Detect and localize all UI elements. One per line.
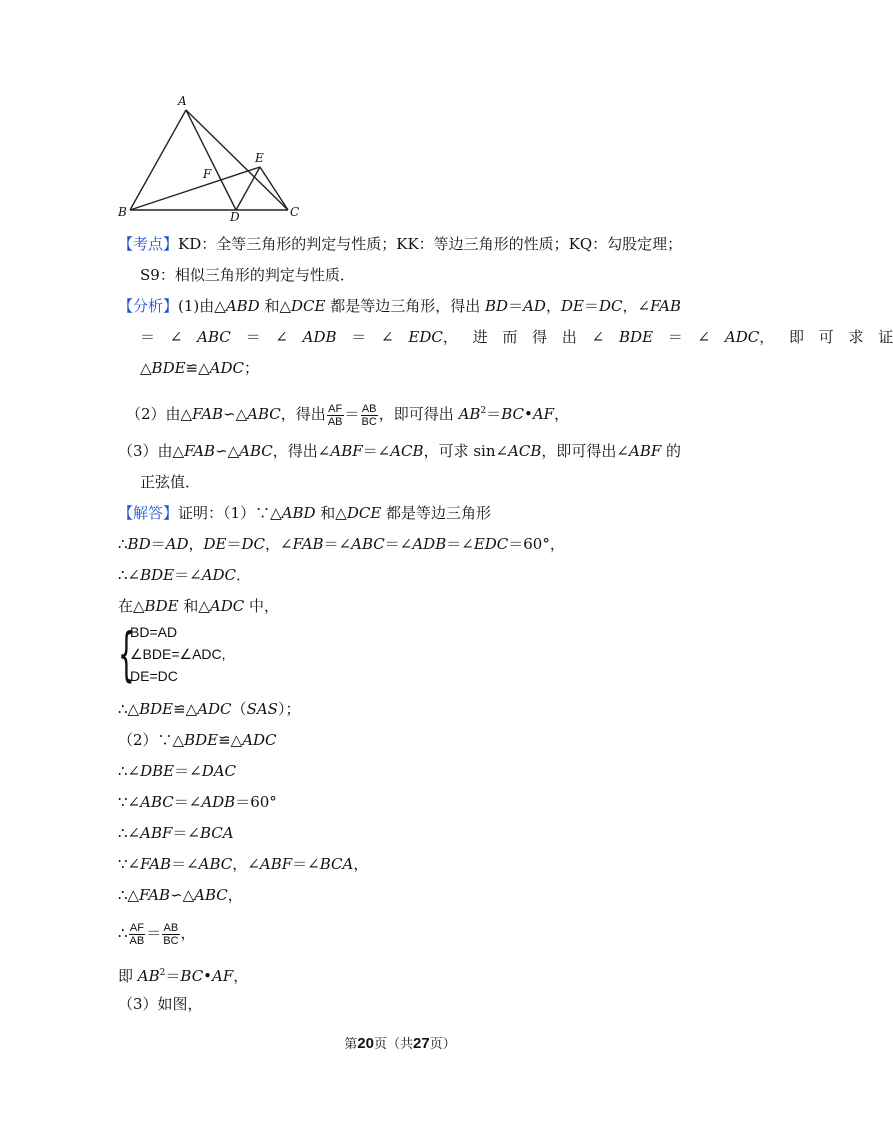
fenxi-line-1: 【分析】(1)由△ABD 和△DCE 都是等边三角形，得出 BD＝AD，DE＝DC，∠FAB (118, 297, 682, 315)
segment-be (130, 167, 260, 210)
proof-line-3: ∴∠BDE＝∠ADC． (118, 566, 252, 584)
proof-line-12: ∴ $\frac{AF}{AB}$ ＝ $\frac{AB}{BC}$ ， (118, 921, 196, 947)
kaodian-tag: 【考点】 (118, 235, 179, 253)
kaodian-text-1: KD：全等三角形的判定与性质；KK：等边三角形的性质；KQ：勾股定理； (178, 235, 683, 253)
proof-line-4: 在△BDE 和△ADC 中， (118, 597, 279, 615)
kaodian-text-2: S9：相似三角形的判定与性质． (140, 266, 355, 284)
proof-line-11: ∴△FAB∽△ABC， (118, 886, 243, 904)
proof-line-7: ∴∠DBE＝∠DAC (118, 762, 237, 780)
fenxi-line-5: （3）由△FAB∽△ABC，得出∠ABF＝∠ACB，可求 sin∠ACB，即可得出∠ABF 的 (118, 442, 682, 460)
fenxi-tag: 【分析】 (118, 297, 179, 315)
label-f: F (203, 167, 212, 181)
label-b: B (118, 205, 127, 219)
jieda-tag: 【解答】 (118, 504, 179, 522)
kaodian-line-1 (118, 233, 682, 255)
segment-ac (186, 110, 288, 210)
label-c: C (290, 205, 300, 219)
footer-post: 页） (429, 1036, 456, 1051)
jieda-line-1: 【解答】证明：（1）∵△ABD 和△DCE 都是等边三角形 (118, 504, 492, 522)
proof-line-13: 即 $AB^2=BC•AF$， (118, 967, 249, 985)
brace: { (118, 620, 135, 688)
proof-line-9: ∴∠ABF＝∠BCA (118, 824, 234, 842)
fenxi-line-4: （2）由△FAB∽△ABC，得出 $\frac{AF}{AB}$ ＝ $\frac{AB}{BC}$ ，即可得出 $AB^2=BC•AF$， (126, 402, 570, 428)
label-d: D (230, 210, 240, 224)
proof-line-14: （3）如图， (118, 995, 203, 1013)
fenxi-line-3: △BDE≌△ADC； (140, 359, 260, 377)
footer-pre: 第 (344, 1036, 358, 1051)
geometry-figure (108, 90, 318, 225)
system-row-1: BD=AD (130, 624, 178, 640)
proof-line-10: ∵∠FAB＝∠ABC，∠ABF＝∠BCA， (118, 855, 369, 873)
label-e: E (255, 151, 264, 165)
page-footer (0, 1033, 800, 1052)
jieda-lead: 证明： (178, 504, 224, 522)
proof-line-6: （2）∵△BDE≌△ADC (118, 731, 277, 749)
system-row-3: DE=DC (130, 668, 178, 684)
label-a: A (178, 94, 187, 108)
equation-system (118, 622, 238, 688)
segment-ad (186, 110, 236, 210)
footer-mid: 页（共 (373, 1036, 413, 1051)
proof-line-5: ∴△BDE≌△ADC（SAS）； (118, 700, 301, 718)
proof-line-8: ∵∠ABC＝∠ADB＝60° (118, 793, 277, 811)
segment-ab (130, 110, 186, 210)
footer-page-number: 20 (357, 1035, 374, 1052)
fenxi-line-2: ＝ ∠ ABC ＝ ∠ ADB ＝ ∠ EDC， 进 而 得 出 ∠ BDE ＝ ∠ ADC， 即 可 求 证 (140, 328, 893, 346)
footer-total-pages: 27 (413, 1035, 430, 1052)
segment-ec (260, 167, 288, 210)
fenxi-line-6: 正弦值． (140, 473, 201, 491)
system-row-2: ∠BDE=∠ADC, (130, 646, 226, 662)
proof-line-2: ∴BD＝AD，DE＝DC，∠FAB＝∠ABC＝∠ADB＝∠EDC＝60°， (118, 535, 565, 553)
